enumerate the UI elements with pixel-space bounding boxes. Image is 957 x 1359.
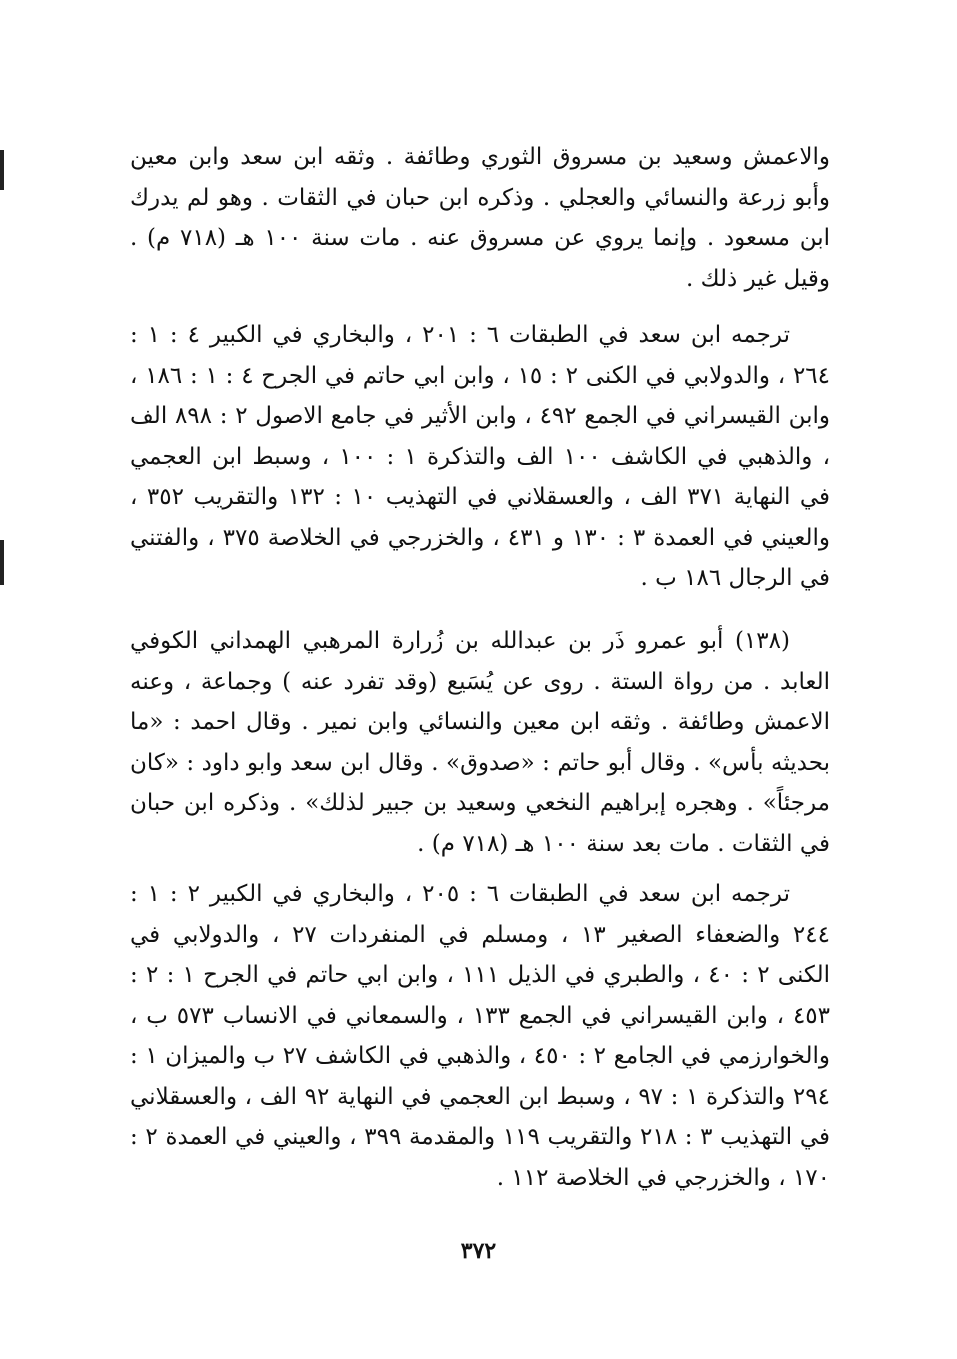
page-edge-mark (0, 150, 4, 190)
paragraph-references-1: ترجمه ابن سعد في الطبقات ٦ : ٢٠١ ، والبخاري في الكبير ٤ : ١ : ٢٦٤ ، والدولابي في الكنى ٢ : ١٥ ، وابن ابي حاتم في الجرح ٤ : ١ : ١٨٦ ، وابن القيسراني في الجمع ٤٩٢ ، وابن الأثير في جامع الاصول ٢ : ٨٩٨ الف ، والذهبي في الكاشف ١٠٠ الف والتذكرة ١ : ١٠٠ ، وسبط ابن العجمي في النهاية ٣٧١ الف ، والعسقلاني في التهذيب ١٠ : ١٣٢ والتقريب ٣٥٢ ، والعيني في العمدة ٣ : ١٣٠ و ٤٣١ ، والخزرجي في الخلاصة ٣٧٥ ، والفتني في الرجال ١٨٦ ب . (130, 322, 831, 591)
paragraph-narrator-138: (١٣٨) أبو عمرو ذَر بن عبدالله بن زُرارة المرهبي الهمداني الكوفي العابد . من رواة الستة . روى عن يُسَيع (وقد تفرد عنه ) وجماعة ، وعنه الاعمش وطائفة . وثقه ابن معين والنسائي وابن نمير . وقال احمد : «ما بحديثه بأس» . وقال أبو حاتم : «صدوق» . وقال ابن سعد وابو داود : «كان مرجئاً» . وهجره إبراهيم النخعي وسعيد بن جبير لذلك» . وذكره ابن حبان في الثقات . مات بعد سنة ١٠٠ هـ (٧١٨ م) . (130, 628, 830, 857)
paragraph-references-2: ترجمه ابن سعد في الطبقات ٦ : ٢٠٥ ، والبخاري في الكبير ٢ : ١ : ٢٤٤ والضعفاء الصغير ١٣ ، ومسلم في المنفردات ٢٧ ، والدولابي في الكنى ٢ : ٤٠ ، والطبري في الذيل ١١١ ، وابن ابي حاتم في الجرح ١ : ٢ : ٤٥٣ ، وابن القيسراني في الجمع ١٣٣ ، والسمعاني في الانساب ٥٧٣ ب ، والخوارزمي في الجامع ٢ : ٤٥٠ ، والذهبي في الكاشف ٢٧ ب والميزان ١ : ٢٩٤ والتذكرة ١ : ٩٧ ، وسبط ابن العجمي في النهاية ٩٢ الف ، والعسقلاني في التهذيب ٣ : ٢١٨ والتقريب ١١٩ والمقدمة ٣٩٩ ، والعيني في العمدة ٢ : ١٧٠ ، والخزرجي في الخلاصة ١١٢ . (130, 881, 830, 1191)
paragraph-narrator-continuation: والاعمش وسعيد بن مسروق الثوري وطائفة . وثقه ابن سعد وابن معين وأبو زرعة والنسائي والعجلي . وذكره ابن حبان في الثقات . وهو لم يدرك ابن مسعود . وإنما يروي عن مسروق عنه . مات سنة ١٠٠ هـ (٧١٨ م) . وقيل غير ذلك . (130, 144, 830, 292)
page-edge-mark (0, 540, 4, 585)
page-number: ٣٧٢ (460, 1238, 497, 1264)
